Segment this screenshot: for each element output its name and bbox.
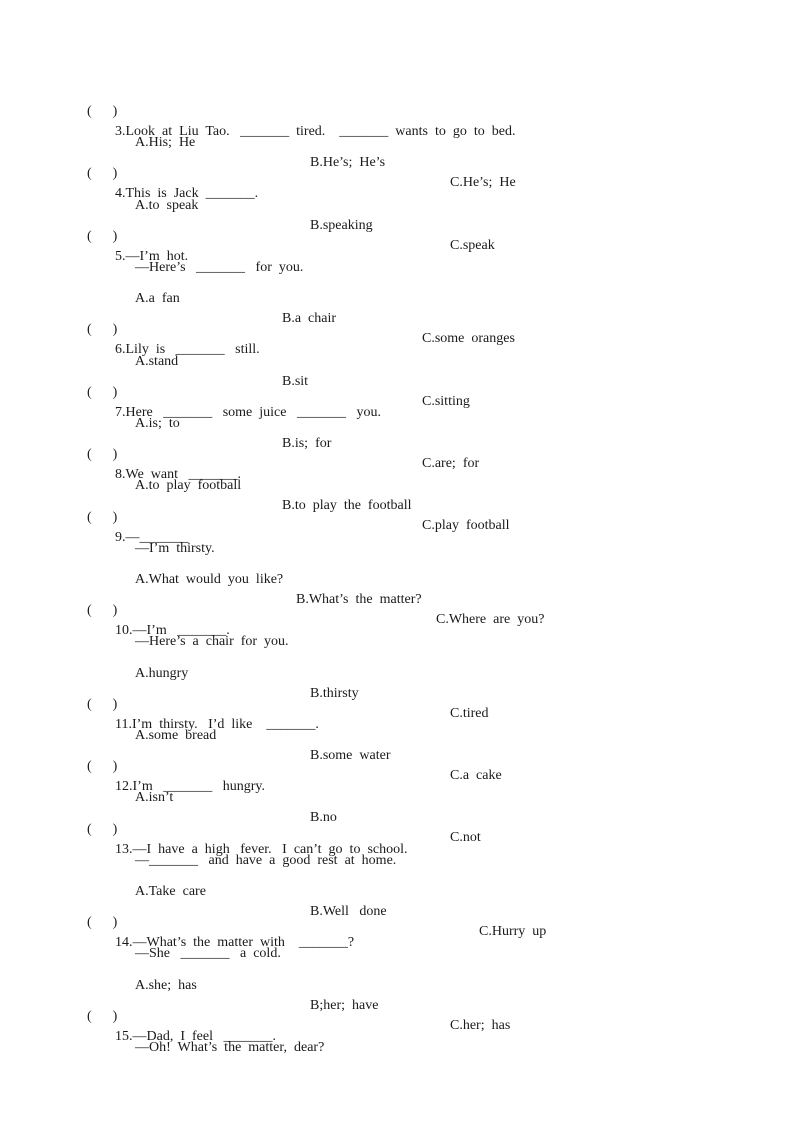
- option-c: C.play football: [422, 518, 510, 533]
- option-b: B.to play the football: [282, 498, 412, 513]
- question-5: [0, 207, 189, 264]
- question-stem: 14.—What’s the matter with _______?: [115, 935, 355, 950]
- option-c: C.a cake: [450, 768, 502, 783]
- options-row: [0, 644, 489, 721]
- option-a: A.is; to: [135, 416, 180, 431]
- question-stem: 4.This is Jack _______.: [115, 186, 259, 201]
- question-4: [0, 144, 259, 201]
- option-b: B.some water: [310, 748, 391, 763]
- question-8: [0, 425, 242, 482]
- option-b: B.What’s the matter?: [296, 592, 422, 607]
- question-stem: 6.Lily is _______ still.: [115, 342, 260, 357]
- option-c: C.speak: [450, 238, 495, 253]
- options-row: [0, 269, 515, 346]
- option-a: A.to speak: [135, 198, 199, 213]
- reply-text: —I’m thirsty.: [135, 541, 215, 556]
- reply-text: —Here’s a chair for you.: [135, 634, 289, 649]
- option-b: B.is; for: [282, 436, 332, 451]
- option-a: A.she; has: [135, 978, 197, 993]
- option-a: A.His; He: [135, 135, 196, 150]
- question-stem: 11.I’m thirsty. I’d like _______.: [115, 717, 319, 732]
- answer-blank: ( ): [87, 447, 118, 462]
- reply-text: —Here’s _______ for you.: [135, 260, 304, 275]
- option-a: A.stand: [135, 354, 179, 369]
- answer-blank: ( ): [87, 322, 118, 337]
- question-stem: 15.—Dad, I feel _______.: [115, 1029, 276, 1044]
- question-stem: 9.—_______: [115, 530, 189, 545]
- question-3: [0, 82, 516, 139]
- question-stem: 12.I’m _______ hungry.: [115, 779, 265, 794]
- reply-text: —Oh! What’s the matter, dear?: [135, 1040, 325, 1055]
- option-b: B.He’s; He’s: [310, 155, 386, 170]
- question-11: [0, 675, 319, 732]
- options-row: [0, 956, 511, 1033]
- question-reply: [0, 519, 215, 556]
- answer-blank: ( ): [87, 166, 118, 181]
- option-b: B.a chair: [282, 311, 337, 326]
- question-12: [0, 737, 265, 794]
- option-c: C.are; for: [422, 456, 480, 471]
- option-c: C.not: [450, 830, 481, 845]
- option-a: A.hungry: [135, 666, 189, 681]
- option-c: C.some oranges: [422, 331, 515, 346]
- option-c: C.tired: [450, 706, 489, 721]
- answer-blank: ( ): [87, 822, 118, 837]
- answer-blank: ( ): [87, 229, 118, 244]
- question-stem: 10.—I’m _______.: [115, 623, 230, 638]
- answer-blank: ( ): [87, 603, 118, 618]
- option-c: C.Where are you?: [436, 612, 545, 627]
- question-9: [0, 488, 189, 545]
- option-a: A.Take care: [135, 884, 206, 899]
- answer-blank: ( ): [87, 759, 118, 774]
- option-a: A.to play football: [135, 478, 242, 493]
- question-15: [0, 987, 276, 1044]
- options-row: [0, 550, 545, 627]
- answer-blank: ( ): [87, 104, 118, 119]
- option-b: B.no: [310, 810, 337, 825]
- answer-blank: ( ): [87, 697, 118, 712]
- option-b: B.speaking: [310, 218, 373, 233]
- options-row: [0, 862, 547, 939]
- option-c: C.Hurry up: [479, 924, 547, 939]
- question-stem: 8.We want _______.: [115, 467, 242, 482]
- answer-blank: ( ): [87, 1009, 118, 1024]
- option-a: A.What would you like?: [135, 572, 284, 587]
- option-b: B.sit: [282, 374, 309, 389]
- option-a: A.a fan: [135, 291, 180, 306]
- answer-blank: ( ): [87, 385, 118, 400]
- option-b: B.thirsty: [310, 686, 359, 701]
- option-b: B;her; have: [310, 998, 379, 1013]
- question-6: [0, 300, 260, 357]
- answer-blank: ( ): [87, 915, 118, 930]
- answer-blank: ( ): [87, 510, 118, 525]
- option-a: A.isn’t: [135, 790, 174, 805]
- question-10: [0, 581, 230, 638]
- option-b: B.Well done: [310, 904, 387, 919]
- option-c: C.sitting: [422, 394, 470, 409]
- option-c: C.He’s; He: [450, 175, 516, 190]
- question-stem: 3.Look at Liu Tao. _______ tired. _______ wants to go to bed.: [115, 124, 516, 139]
- question-stem: 7.Here _______ some juice _______ you.: [115, 405, 381, 420]
- option-a: A.some bread: [135, 728, 217, 743]
- option-c: C.her; has: [450, 1018, 511, 1033]
- reply-text: —She _______ a cold.: [135, 946, 281, 961]
- question-stem: 5.—I’m hot.: [115, 249, 189, 264]
- reply-text: —_______ and have a good rest at home.: [135, 853, 397, 868]
- question-stem: 13.—I have a high fever. I can’t go to school.: [115, 842, 408, 857]
